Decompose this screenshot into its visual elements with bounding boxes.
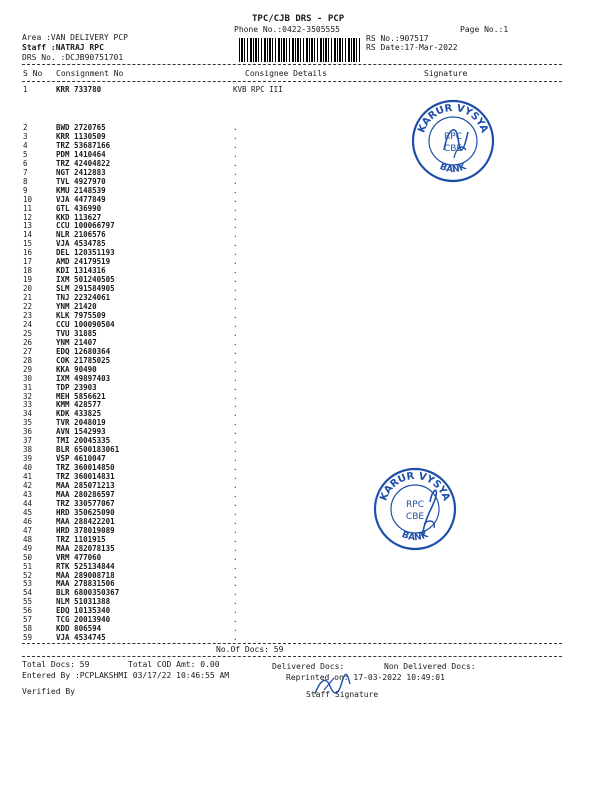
table-row (0, 384, 600, 392)
row-consignment-no: VJA 4534785 (56, 239, 106, 249)
row-consignee-details: . (233, 302, 238, 311)
row-sno: 19 (23, 275, 33, 285)
row-consignee-details: . (233, 149, 238, 159)
staff-signature-label: Staff Signature (306, 690, 379, 699)
row-sno: 45 (23, 507, 33, 517)
row-consignee-details: . (233, 266, 238, 276)
table-row (0, 133, 600, 141)
bank-stamp-top (410, 98, 496, 184)
row-consignee-details: . (233, 507, 238, 517)
row-sno: 55 (23, 597, 33, 607)
total-cod: Total COD Amt: 0.00 (128, 660, 220, 669)
row-consignment-no: YNM 21407 (56, 337, 97, 347)
row-sno: 43 (23, 489, 33, 499)
row-consignment-no: TNJ 22324061 (56, 293, 111, 303)
table-row (0, 473, 600, 481)
row-sno: 17 (23, 257, 33, 267)
row-sno: 44 (23, 498, 33, 508)
footer-divider (22, 656, 562, 657)
row-consignment-no: VRM 477060 (56, 552, 102, 562)
row-sno: 51 (23, 561, 33, 571)
stamp-center-top: RPC (406, 500, 424, 510)
row-consignee-details: . (233, 275, 238, 285)
row-consignment-no: KMU 2148539 (56, 185, 106, 195)
row-consignee-details: . (233, 194, 238, 204)
bank-stamp-bottom (372, 466, 458, 552)
no-of-docs: No.Of Docs: 59 (216, 645, 284, 654)
table-row (0, 527, 600, 535)
row-sno: 32 (23, 391, 33, 401)
list-end-divider (22, 643, 562, 644)
row-consignment-no: IXM 501240505 (56, 275, 115, 285)
row-consignee-details: . (233, 561, 238, 571)
table-row (0, 187, 600, 195)
row-sno: 15 (23, 239, 33, 249)
drs-number: DRS No. :DCJB90751701 (22, 53, 124, 62)
row-consignment-no: NLM 51031388 (56, 597, 111, 607)
row-consignment-no: MAA 285071213 (56, 481, 115, 490)
row-sno: 18 (23, 266, 33, 276)
rs-date: RS Date:17-Mar-2022 (366, 43, 458, 52)
page-number: Page No.:1 (460, 25, 509, 34)
table-row (0, 160, 600, 168)
row-consignee-details: . (233, 498, 238, 508)
col-signature: Signature (424, 69, 468, 78)
table-row (0, 267, 600, 275)
reprinted-on: Reprinted on: 17-03-2022 10:49:01 (286, 673, 445, 682)
row-sno: 33 (23, 400, 33, 410)
table-row (0, 500, 600, 508)
row-consignment-no: EDQ 10135340 (56, 606, 111, 616)
row-sno: 40 (23, 463, 33, 473)
row-consignee-details: . (233, 319, 238, 329)
row-consignee-details: . (233, 624, 238, 634)
row-consignee-details: . (233, 552, 238, 562)
row-consignee-details: KVB RPC III (233, 85, 283, 94)
row-consignment-no: AVN 1542993 (56, 427, 106, 437)
row-consignment-no: KRR 733780 (56, 85, 102, 94)
table-row (0, 205, 600, 213)
row-consignee-details: . (233, 328, 238, 338)
row-consignment-no: TMI 20045335 (56, 436, 111, 446)
row-consignee-details: . (233, 534, 238, 544)
table-row (0, 401, 600, 409)
barcode (239, 38, 361, 62)
table-row (0, 410, 600, 418)
row-consignee-details: . (233, 615, 238, 625)
row-consignment-no: MAA 278831506 (56, 579, 115, 589)
row-consignment-no: BLR 6800350367 (56, 588, 120, 598)
row-consignee-details: . (233, 355, 238, 365)
row-sno: 16 (23, 248, 33, 258)
non-delivered-docs: Non Delivered Docs: (384, 662, 476, 671)
row-sno: 20 (23, 284, 33, 294)
row-sno: 37 (23, 436, 33, 446)
row-consignment-no: EDQ 12680364 (56, 346, 111, 356)
row-sno: 27 (23, 346, 33, 356)
row-consignment-no: KKD 113627 (56, 212, 102, 222)
area-label: Area :VAN DELIVERY PCP (22, 33, 128, 42)
row-consignee-details: . (233, 167, 238, 177)
svg-text:BANK (438, 162, 469, 176)
row-consignee-details: . (233, 230, 238, 240)
row-consignment-no: CCU 100066797 (56, 221, 115, 231)
table-row (0, 222, 600, 230)
table-row (0, 437, 600, 445)
row-sno: 3 (23, 131, 28, 141)
table-row (0, 580, 600, 588)
row-consignment-no: VJA 4477849 (56, 194, 106, 204)
row-sno: 29 (23, 364, 33, 374)
table-row (0, 625, 600, 633)
row-consignment-no: TDP 23903 (56, 382, 97, 392)
row-consignee-details: . (233, 579, 238, 589)
row-consignee-details: . (233, 418, 238, 428)
table-row (0, 303, 600, 311)
table-row (0, 357, 600, 365)
table-row (0, 249, 600, 257)
total-docs: Total Docs: 59 (22, 660, 90, 669)
row-sno: 28 (23, 355, 33, 365)
row-sno: 34 (23, 409, 33, 419)
header-divider (22, 64, 562, 65)
row-sno: 54 (23, 588, 33, 598)
row-consignment-no: DEL 120351193 (56, 248, 115, 258)
row-consignment-no: SLM 291584905 (56, 284, 115, 294)
row-sno: 30 (23, 373, 33, 383)
row-consignment-no: KRR 1130509 (56, 131, 106, 141)
row-consignee-details: . (233, 525, 238, 535)
row-consignee-details: . (233, 570, 238, 580)
row-consignment-no: TVR 2048019 (56, 418, 106, 428)
row-consignee-details: . (233, 221, 238, 231)
row-consignment-no: VJA 4534745 (56, 633, 106, 643)
row-consignment-no: TRZ 360014831 (56, 472, 115, 482)
table-row (0, 339, 600, 347)
row-consignee-details: . (233, 382, 238, 392)
table-row (0, 545, 600, 553)
row-sno: 11 (23, 203, 33, 213)
row-sno: 38 (23, 445, 33, 455)
row-consignee-details: . (233, 436, 238, 446)
row-consignment-no: MAA 288422201 (56, 516, 115, 526)
table-row (0, 214, 600, 222)
row-consignment-no: VSP 4610047 (56, 454, 106, 464)
table-row (0, 393, 600, 401)
row-consignment-no: KKA 90490 (56, 364, 97, 374)
row-sno: 39 (23, 454, 33, 464)
row-consignee-details: . (233, 158, 238, 168)
stamp-center-bottom: CBE (443, 144, 463, 154)
row-consignee-details: . (233, 543, 238, 553)
row-consignee-details: . (233, 310, 238, 320)
row-consignment-no: TRZ 42404822 (56, 158, 111, 168)
table-row (0, 196, 600, 204)
row-consignment-no: TRZ 360014850 (56, 463, 115, 473)
row-sno: 58 (23, 624, 33, 634)
row-sno: 36 (23, 427, 33, 437)
row-consignee-details: . (233, 489, 238, 499)
row-sno: 46 (23, 516, 33, 526)
table-row (0, 607, 600, 615)
row-consignee-details: . (233, 516, 238, 526)
row-sno: 9 (23, 185, 28, 195)
table-row (0, 169, 600, 177)
row-consignment-no: TRZ 330577067 (56, 498, 115, 508)
table-row (0, 518, 600, 526)
table-row (0, 616, 600, 624)
row-consignment-no: TRZ 53687166 (56, 140, 111, 150)
row-consignee-details: . (233, 176, 238, 186)
phone-number: Phone No.:0422-3505555 (234, 25, 340, 34)
row-consignee-details: . (233, 409, 238, 419)
stamp-center-top: RPC (444, 132, 462, 142)
row-sno: 13 (23, 221, 33, 231)
verified-by: Verified By (22, 687, 75, 696)
table-row (0, 330, 600, 338)
row-sno: 24 (23, 319, 33, 329)
row-sno: 52 (23, 570, 33, 580)
table-row (0, 375, 600, 383)
row-consignment-no: BLR 6500183061 (56, 445, 120, 455)
row-consignment-no: HRD 350625090 (56, 507, 115, 517)
row-consignment-no: HRD 378019089 (56, 525, 115, 535)
table-row (0, 554, 600, 562)
table-row (0, 258, 600, 266)
row-consignment-no: GTL 436990 (56, 203, 102, 213)
row-consignee-details: . (233, 445, 238, 455)
row-consignee-details: . (233, 391, 238, 401)
table-row (0, 634, 600, 642)
row-sno: 14 (23, 230, 33, 240)
table-row (0, 124, 600, 132)
row-consignee-details: . (233, 463, 238, 473)
table-row (0, 482, 600, 490)
table-row (0, 589, 600, 597)
row-consignment-no: NLR 2106576 (56, 230, 106, 240)
row-consignee-details: . (233, 248, 238, 258)
table-row (0, 285, 600, 293)
row-consignment-no: MAA 282078135 (56, 543, 115, 553)
row-sno: 48 (23, 534, 33, 544)
col-sno: S No (23, 69, 43, 78)
row-sno: 6 (23, 158, 28, 168)
col-consignment: Consignment No (56, 69, 124, 78)
row-consignment-no: TVU 31885 (56, 328, 97, 338)
table-row (0, 509, 600, 517)
row-consignee-details: . (233, 140, 238, 150)
row-consignee-details: . (233, 606, 238, 616)
stamp-top-text: KARUR VYSYA (416, 102, 490, 135)
rs-number: RS No.:907517 (366, 34, 429, 43)
row-consignment-no: CCU 100090504 (56, 319, 115, 329)
row-sno: 31 (23, 382, 33, 392)
table-row (0, 455, 600, 463)
table-row (0, 294, 600, 302)
row-sno: 26 (23, 337, 33, 347)
row-consignment-no: KDI 1314316 (56, 266, 106, 276)
row-consignee-details: . (233, 239, 238, 249)
row-consignee-details: . (233, 633, 238, 643)
row-consignee-details: . (233, 346, 238, 356)
stamp-top-text: KARUR VYSYA (378, 470, 452, 503)
row-consignment-no: RTK 525134844 (56, 561, 115, 571)
row-sno: 35 (23, 418, 33, 428)
table-row (0, 321, 600, 329)
svg-text:BANK (400, 530, 431, 544)
row-consignment-no: YNM 21420 (56, 302, 97, 311)
row-consignee-details: . (233, 481, 238, 490)
stamp-bottom-text: BANK (438, 162, 468, 176)
table-row (0, 491, 600, 499)
row-sno: 12 (23, 212, 33, 222)
table-row (0, 563, 600, 571)
row-consignment-no: TVL 4927970 (56, 176, 106, 186)
table-row (0, 366, 600, 374)
row-sno: 59 (23, 633, 33, 643)
table-row (0, 572, 600, 580)
row-consignee-details: . (233, 131, 238, 141)
row-consignee-details: . (233, 123, 238, 132)
row-consignment-no: KDD 806594 (56, 624, 102, 634)
row-sno: 21 (23, 293, 33, 303)
row-consignee-details: . (233, 337, 238, 347)
row-consignment-no: PDM 1410464 (56, 149, 106, 159)
row-consignment-no: TCG 20013940 (56, 615, 111, 625)
row-consignment-no: TRZ 1101915 (56, 534, 106, 544)
row-consignee-details: . (233, 427, 238, 437)
col-consignee: Consignee Details (245, 69, 327, 78)
row-consignee-details: . (233, 364, 238, 374)
row-consignee-details: . (233, 373, 238, 383)
table-row (0, 446, 600, 454)
row-sno: 49 (23, 543, 33, 553)
row-sno: 8 (23, 176, 28, 186)
table-row (0, 348, 600, 356)
table-row (0, 428, 600, 436)
row-consignment-no: IXM 49897403 (56, 373, 111, 383)
row-consignee-details: . (233, 284, 238, 294)
row-sno: 25 (23, 328, 33, 338)
table-row (0, 178, 600, 186)
row-consignee-details: . (233, 472, 238, 482)
row-consignment-no: AMD 24179519 (56, 257, 111, 267)
row-sno: 47 (23, 525, 33, 535)
entered-by: Entered By :PCPLAKSHMI 03/17/22 10:46:55 AM (22, 671, 230, 680)
table-row (0, 598, 600, 606)
row-sno: 53 (23, 579, 33, 589)
row-sno: 41 (23, 472, 33, 482)
table-row (0, 142, 600, 150)
row-sno: 1 (23, 85, 28, 94)
staff-label: Staff :NATRAJ RPC (22, 43, 104, 52)
table-row (0, 86, 600, 94)
table-row (0, 312, 600, 320)
row-sno: 2 (23, 123, 28, 132)
row-consignment-no: KDK 433825 (56, 409, 102, 419)
table-row (0, 536, 600, 544)
row-sno: 7 (23, 167, 28, 177)
table-row (0, 231, 600, 239)
row-sno: 10 (23, 194, 33, 204)
row-consignment-no: COK 21785025 (56, 355, 111, 365)
row-consignee-details: . (233, 203, 238, 213)
row-consignee-details: . (233, 454, 238, 464)
row-sno: 50 (23, 552, 33, 562)
table-row (0, 240, 600, 248)
row-consignment-no: BWD 2720765 (56, 123, 106, 132)
row-consignee-details: . (233, 257, 238, 267)
row-consignee-details: . (233, 293, 238, 303)
row-sno: 42 (23, 481, 33, 490)
row-consignee-details: . (233, 212, 238, 222)
row-consignee-details: . (233, 588, 238, 598)
stamp-center-bottom: CBE (405, 512, 425, 522)
row-consignment-no: MAA 289008718 (56, 570, 115, 580)
row-consignee-details: . (233, 597, 238, 607)
row-consignee-details: . (233, 185, 238, 195)
row-sno: 56 (23, 606, 33, 616)
row-consignee-details: . (233, 400, 238, 410)
table-row (0, 464, 600, 472)
row-consignment-no: KMM 428577 (56, 400, 102, 410)
row-consignment-no: KLK 7975509 (56, 310, 106, 320)
row-consignment-no: MEH 5856621 (56, 391, 106, 401)
footer-signature-icon (312, 672, 352, 700)
row-sno: 4 (23, 140, 28, 150)
table-row (0, 276, 600, 284)
svg-text:KARUR VYSYA (378, 471, 451, 503)
row-consignment-no: NGT 2412883 (56, 167, 106, 177)
table-row (0, 151, 600, 159)
column-divider (22, 81, 562, 82)
table-row (0, 419, 600, 427)
stamp-bottom-text: BANK (400, 530, 430, 544)
row-sno: 22 (23, 302, 33, 311)
delivered-docs: Delivered Docs: (272, 662, 345, 671)
row-consignment-no: MAA 280286597 (56, 489, 115, 499)
row-sno: 23 (23, 310, 33, 320)
document-title: TPC/CJB DRS - PCP (252, 14, 345, 24)
row-sno: 57 (23, 615, 33, 625)
row-sno: 5 (23, 149, 28, 159)
